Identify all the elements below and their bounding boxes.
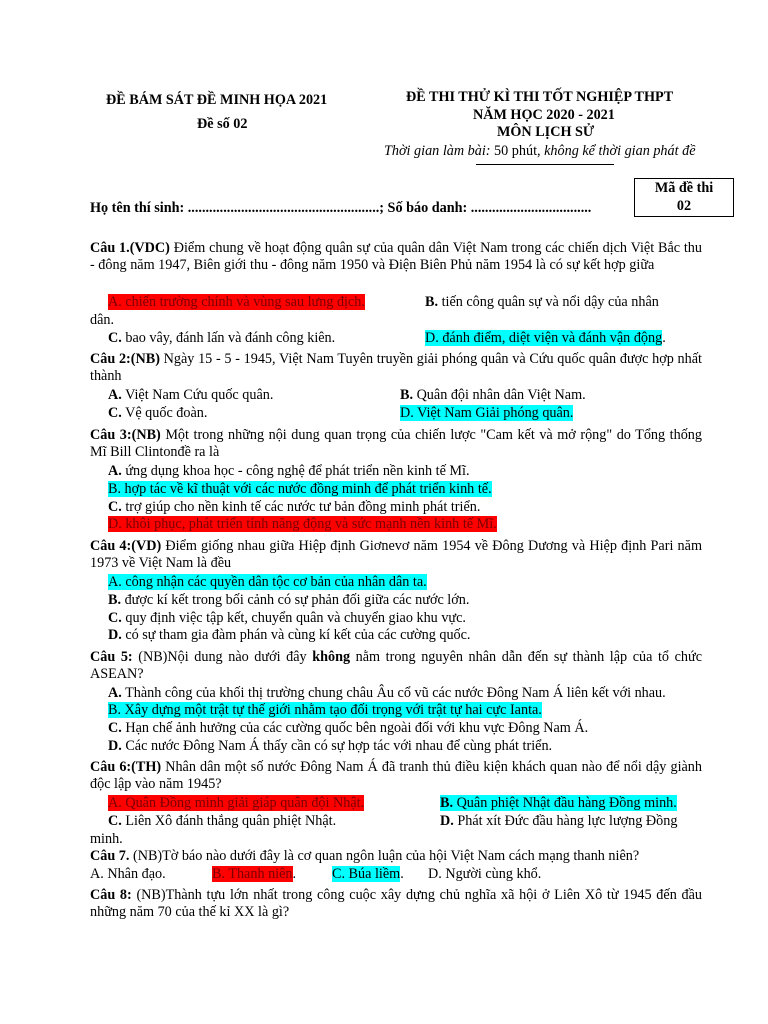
- q5-option-d: D. Các nước Đông Nam Á thấy cần có sự hợp tác với nhau để cùng phát triển.: [108, 738, 553, 754]
- time-value: 50 phút,: [490, 143, 545, 159]
- q7-option-c: C. Búa liềm.: [332, 866, 404, 882]
- question-text: Điểm giống nhau giữa Hiệp định Giơnevơ năm 1954 về Đông Dương và Hiệp định Pari năm 1973 về Việt Nam là đều: [90, 538, 702, 572]
- q5-option-b: B. Xây dựng một trật tự thế giới nhằm tạo đối trọng với trật tự hai cực Ianta.: [108, 702, 542, 718]
- school-year: NĂM HỌC 2020 - 2021: [473, 107, 615, 123]
- question-number: Câu 3:(NB): [90, 427, 161, 443]
- exam-title: ĐỀ THI THỬ KÌ THI TỐT NGHIỆP THPT: [406, 89, 674, 105]
- q4-option-d: D. có sự tham gia đàm phán và cùng kí kết của các cường quốc.: [108, 627, 471, 643]
- q7-option-b: B. Thanh niên.: [212, 866, 297, 882]
- question-text: (NB)Thành tựu lớn nhất trong công cuộc xây dựng chủ nghĩa xã hội ở Liên Xô từ 1945 đến đầu những năm 70 của thế kỉ XX là gì?: [90, 887, 702, 921]
- q2-option-d: D. Việt Nam Giải phóng quân.: [400, 405, 574, 421]
- q1-option-b-continued: dân.: [90, 312, 115, 328]
- question-5: Câu 5: (NB)Nội dung nào dưới đây không nằm trong nguyên nhân dẫn đến sự thành lập của tổ chức ASEAN?: [90, 649, 702, 683]
- q5-option-c: C. Hạn chế ảnh hưởng của các cường quốc bên ngoài đối với khu vực Đông Nam Á.: [108, 720, 589, 736]
- question-number: Câu 8:: [90, 887, 132, 903]
- q2-option-b: B. Quân đội nhân dân Việt Nam.: [400, 387, 586, 403]
- time-suffix: không kể thời gian phát đề: [544, 143, 696, 159]
- question-1: [90, 240, 702, 275]
- question-3: [90, 427, 702, 462]
- q6-option-c: C. Liên Xô đánh thắng quân phiệt Nhật.: [108, 813, 337, 829]
- q4-option-b: B. được kí kết trong bối cảnh có sự phản đối giữa các nước lớn.: [108, 592, 470, 608]
- exam-code-box: [634, 178, 734, 217]
- q1-option-c: C. bao vây, đánh lấn và đánh công kiên.: [108, 330, 336, 346]
- candidate-info-line: Họ tên thí sinh: ......................................................; Số báo danh: ..................................: [90, 200, 592, 216]
- question-text: Điểm chung về hoạt động quân sự của quân dân Việt Nam trong các chiến dịch Việt Bắc thu - đông năm 1947, Biên giới thu - đông năm 1950 và Điện Biên Phủ năm 1954 là có sự kết hợp giữa: [90, 240, 702, 274]
- question-number: Câu 2:(NB): [90, 351, 160, 367]
- exam-number: Đề số 02: [197, 116, 248, 132]
- q4-option-a: A. công nhận các quyền dân tộc cơ bản của nhân dân ta.: [108, 574, 427, 590]
- question-text: Một trong những nội dung quan trọng của chiến lược "Cam kết và mở rộng" do Tổng thống Mĩ Bill Clintonđề ra là: [90, 427, 702, 461]
- exam-code-value: 02: [676, 198, 692, 214]
- q6-option-a: A. Quân Đồng minh giải giáp quân đội Nhật.: [108, 795, 365, 811]
- exam-code-label: Mã đề thi: [654, 180, 714, 196]
- q3-option-d: D. khôi phục, phát triển tính năng động và sức mạnh nền kinh tế Mĩ.: [108, 516, 497, 532]
- q6-option-d-continued: minh.: [90, 831, 123, 847]
- q2-option-a: A. Việt Nam Cứu quốc quân.: [108, 387, 274, 403]
- header-divider: [476, 164, 614, 165]
- q6-option-d: D. Phát xít Đức đầu hàng lực lượng Đồng: [440, 813, 678, 829]
- time-prefix: Thời gian làm bài:: [384, 143, 491, 159]
- time-line: [384, 143, 696, 160]
- question-text: Nhân dân một số nước Đông Nam Á đã tranh thủ điều kiện khách quan nào để nổi dậy giành độc lập vào năm 1945?: [90, 759, 702, 793]
- exam-series-title: ĐỀ BÁM SÁT ĐỀ MINH HỌA 2021: [106, 92, 328, 108]
- question-7: [90, 848, 639, 865]
- q1-option-a: A. chiến trường chính và vùng sau lưng địch.: [108, 294, 365, 310]
- q3-option-c: C. trợ giúp cho nền kinh tế các nước tư bản đồng minh phát triển.: [108, 499, 481, 515]
- question-text: Ngày 15 - 5 - 1945, Việt Nam Tuyên truyền giải phóng quân và Cứu quốc quân được hợp nhất thành: [90, 351, 702, 385]
- question-number: Câu 4:(VD): [90, 538, 162, 554]
- question-4: [90, 538, 702, 573]
- q7-option-a: A. Nhân đạo.: [90, 866, 166, 882]
- q5-option-a: A. Thành công của khối thị trường chung châu Âu cổ vũ các nước Đông Nam Á liên kết với nhau.: [108, 685, 666, 701]
- question-6: [90, 759, 702, 794]
- question-number: Câu 1.(VDC): [90, 240, 170, 256]
- q2-option-c: C. Vệ quốc đoàn.: [108, 405, 208, 421]
- q7-option-d: D. Người cùng khổ.: [428, 866, 542, 882]
- question-8: [90, 887, 702, 922]
- q4-option-c: C. quy định việc tập kết, chuyển quân và chuyển giao khu vực.: [108, 610, 466, 626]
- q1-option-d: D. đánh điểm, diệt viện và đánh vận động.: [425, 330, 666, 346]
- question-2: [90, 351, 702, 386]
- subject: MÔN LỊCH SỬ: [497, 124, 595, 140]
- q3-option-a: A. ứng dụng khoa học - công nghệ để phát triển nền kinh tế Mĩ.: [108, 463, 470, 479]
- question-number: Câu 7.: [90, 848, 130, 864]
- question-text: (NB)Tờ báo nào dưới đây là cơ quan ngôn luận của hội Việt Nam cách mạng thanh niên?: [129, 848, 640, 864]
- q6-option-b: B. Quân phiệt Nhật đầu hàng Đồng minh.: [440, 795, 677, 811]
- question-number: Câu 5:: [90, 649, 133, 665]
- q1-option-b: B. tiến công quân sự và nổi dậy của nhân: [425, 294, 659, 310]
- question-number: Câu 6:(TH): [90, 759, 162, 775]
- q3-option-b: B. hợp tác về kĩ thuật với các nước đồng minh để phát triển kinh tế.: [108, 481, 492, 497]
